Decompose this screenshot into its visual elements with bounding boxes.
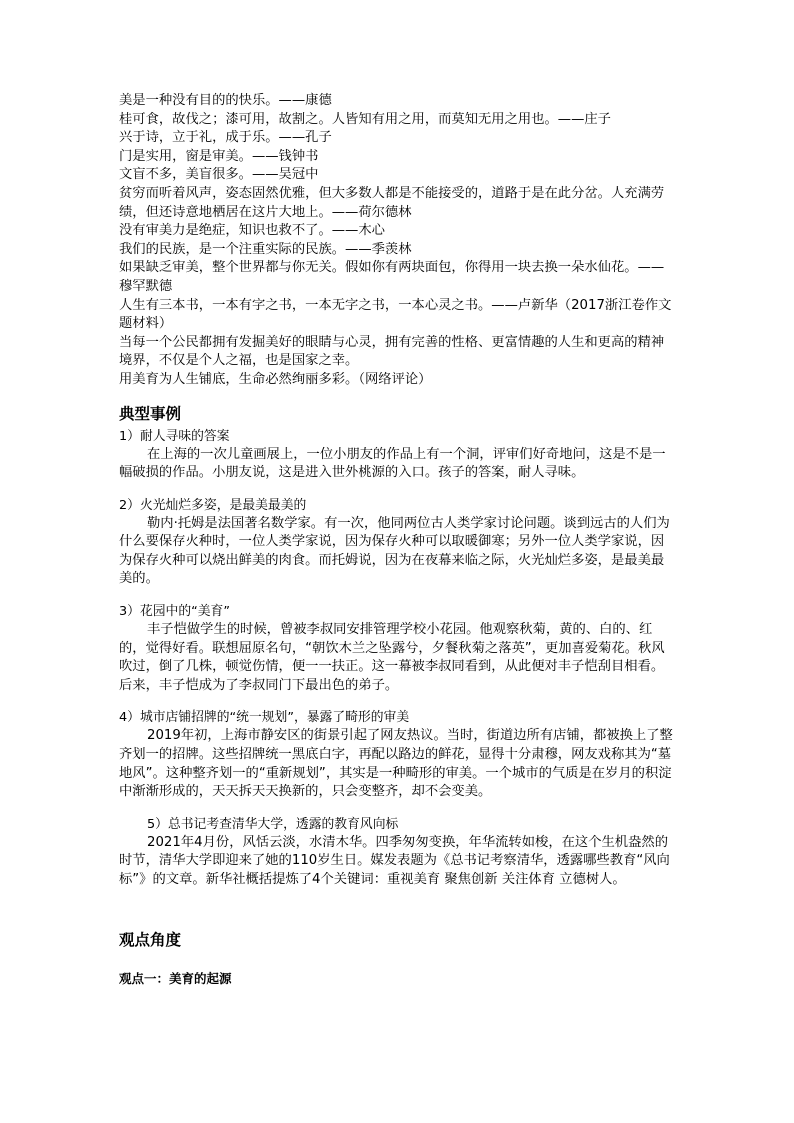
example-title: 2）火光灿烂多姿，是最美最美的 [119,497,307,513]
quote: 没有审美力是绝症，知识也救不了。——木心 [119,223,385,239]
example-body: 勒内·托姆是法国著名数学家。有一次，他同两位古人类学家讨论问题。谈到远古的人们为什么要保存火种时，一位人类学家说，因为保存火种可以取暖御寒；另外一位人类学家说，因为保存火种可以烧出鲜美的肉食。而托姆说，因为在夜幕来临之际，火光灿烂多姿，是最美最美的。 [119,515,670,587]
example-body: 2021年4月份，风恬云淡，水清木华。四季匆匆变换，年华流转如梭，在这个生机盎然的时节，清华大学即迎来了她的110岁生日。媒发表题为《总书记考察清华，透露哪些教育“风向标”》的文章。新华社概括提炼了4个关键词：重视美育 聚焦创新 关注体育 立德树人。 [119,834,670,887]
example-title: 3）花园中的“美育” [119,604,230,620]
section-heading-examples: 典型事例 [119,404,182,423]
example-5 [119,816,675,890]
quote: 用美育为人生铺底，生命必然绚丽多彩。（网络评论） [119,371,432,387]
quote: 如果缺乏审美，整个世界都与你无关。假如你有两块面包，你得用一块去换一朵水仙花。——穆罕默德 [119,260,665,294]
example-title: 5）总书记考查清华大学，透露的教育风向标 [147,816,399,832]
quote: 人生有三本书，一本有字之书，一本无字之书，一本心灵之书。——卢新华（2017浙江卷作文题材料） [119,297,672,332]
quote: 门是实用，窗是审美。——钱钟书 [119,148,319,164]
quote: 我们的民族，是一个注重实际的民族。——季羡林 [119,241,412,257]
example-1 [119,428,675,483]
example-2 [119,497,675,589]
quote: 贫穷而听着风声，姿态固然优雅，但大多数人都是不能接受的，道路于是在此分岔。人充满劳绩，但还诗意地栖居在这片大地上。——荷尔德林 [119,185,665,220]
quote: 文盲不多，美盲很多。——吴冠中 [119,167,319,183]
quote: 美是一种没有目的的快乐。——康德 [119,93,332,108]
example-body: 2019年初，上海市静安区的街景引起了网友热议。当时，街道边所有店铺，都被换上了整齐划一的招牌。这些招牌统一黑底白字，再配以路边的鲜花，显得十分肃穆，网友戏称其为“墓地风”。这种整齐划一的“重新规划”，其实是一种畸形的审美。一个城市的气质是在岁月的积淀中渐渐形成的，天天拆天天换新的，只会变整齐，却不会变美。 [119,728,673,800]
document-body [119,92,675,988]
quotes-block [119,92,675,390]
example-3 [119,603,675,695]
section-heading-viewpoints: 观点角度 [119,930,182,949]
quote: 当每一个公民都拥有发掘美好的眼睛与心灵，拥有完善的性格、更富情趣的人生和更高的精神境界，不仅是个人之福，也是国家之幸。 [119,334,665,369]
quote: 桂可食，故伐之；漆可用，故割之。人皆知有用之用，而莫知无用之用也。——庄子 [119,111,611,127]
quote: 兴于诗，立于礼，成于乐。——孔子 [119,130,332,146]
example-body: 丰子恺做学生的时候，曾被李叔同安排管理学校小花园。他观察秋菊，黄的、白的、红的，觉得好看。联想屈原名句，“朝饮木兰之坠露兮，夕餐秋菊之落英”，更加喜爱菊花。秋风吹过，倒了几株，顿觉伤情，便一一扶正。这一幕被李叔同看到，从此便对丰子恺刮目相看。后来，丰子恺成为了李叔同门下最出色的弟子。 [119,622,665,693]
viewpoint-heading: 观点一：美育的起源 [119,970,232,986]
example-4 [119,709,675,801]
example-body: 在上海的一次儿童画展上，一位小朋友的作品上有一个洞，评审们好奇地问，这是不是一幅破损的作品。小朋友说，这是进入世外桃源的入口。孩子的答案，耐人寻味。 [119,446,666,481]
example-title: 4）城市店铺招牌的“统一规划”，暴露了畸形的审美 [119,710,410,726]
example-title: 1）耐人寻味的答案 [119,428,230,444]
